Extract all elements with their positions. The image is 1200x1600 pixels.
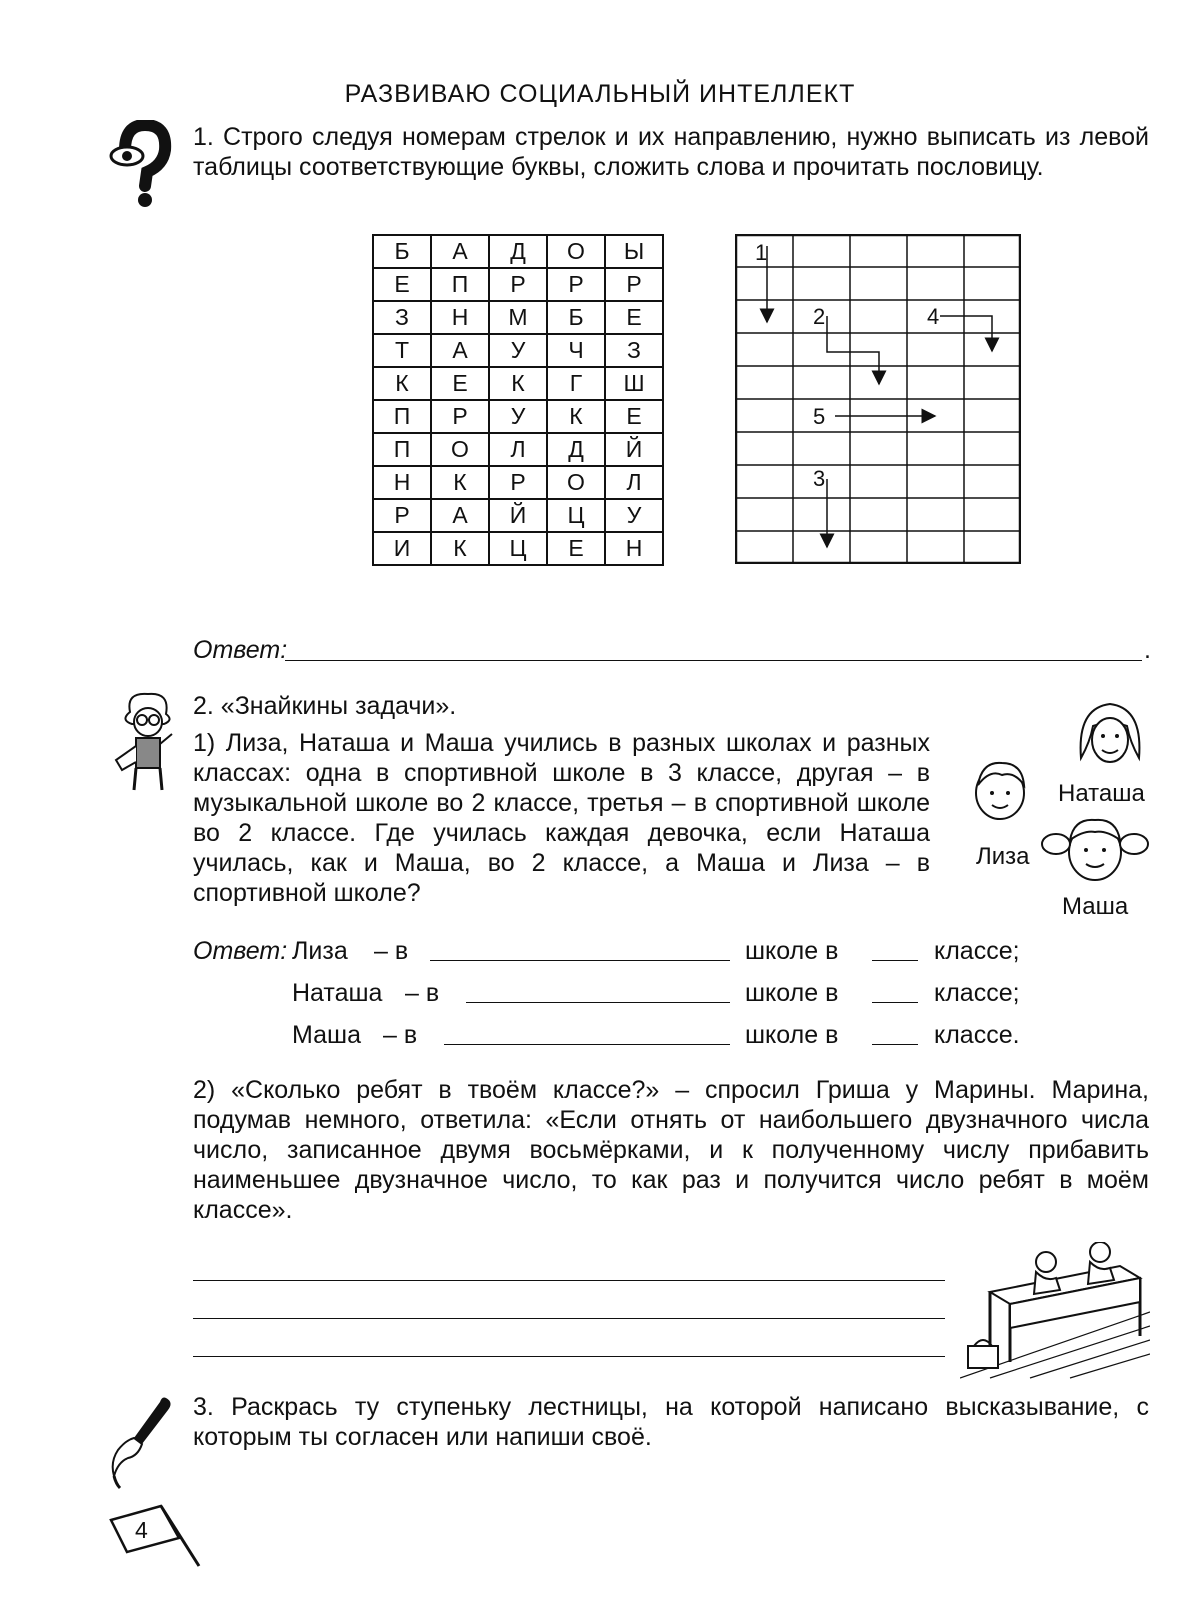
arrow-label-3: 3 xyxy=(813,466,826,491)
letter-cell: Р xyxy=(431,400,489,433)
task2-part1-text: 1) Лиза, Наташа и Маша учились в разных школах и разных классах: одна в спортивной школе в 3 классе, другая – в музыкальной школе во 2 классе, третья – в спортивной школе во 2 классе. Где училась каждая девочка, если Наташа училась, как и Маша, во 2 классе, а Маша и Лиза – в спортивной школе? xyxy=(193,729,930,907)
letter-cell: Ы xyxy=(605,235,663,268)
natasha-label: Наташа xyxy=(1058,780,1145,807)
letter-cell: О xyxy=(547,235,605,268)
letter-cell: А xyxy=(431,334,489,367)
letter-cell: Р xyxy=(373,499,431,532)
arrow-label-2: 2 xyxy=(813,304,826,329)
letter-cell: О xyxy=(431,433,489,466)
answer-row-natasha-end: классе; xyxy=(934,979,1020,1007)
letter-cell: А xyxy=(431,235,489,268)
question-eye-icon xyxy=(105,120,173,210)
letter-cell: З xyxy=(605,334,663,367)
letter-cell: Б xyxy=(547,301,605,334)
task2-title: 2. «Знайкины задачи». xyxy=(193,692,457,720)
letter-cell: Ч xyxy=(547,334,605,367)
school-desk-icon xyxy=(960,1242,1150,1380)
letter-cell: Л xyxy=(605,466,663,499)
task1-answer-line[interactable] xyxy=(285,660,1142,661)
letter-cell: Р xyxy=(605,268,663,301)
answer-row-masha-school: школе в xyxy=(745,1021,839,1049)
task2-answer-label: Ответ: xyxy=(193,937,288,965)
letter-cell: Р xyxy=(489,466,547,499)
letter-cell: У xyxy=(489,334,547,367)
letters-row xyxy=(373,268,663,301)
liza-class-field[interactable] xyxy=(872,960,918,961)
arrow-2 xyxy=(827,316,879,384)
page-number-flag-icon xyxy=(105,1502,201,1572)
page-heading: РАЗВИВАЮ СОЦИАЛЬНЫЙ ИНТЕЛЛЕКТ xyxy=(344,80,856,108)
letters-row xyxy=(373,400,663,433)
answer-row-liza-end: классе; xyxy=(934,937,1020,965)
natasha-school-field[interactable] xyxy=(466,1002,730,1003)
letter-cell: Ш xyxy=(605,367,663,400)
letter-cell: Н xyxy=(605,532,663,565)
letter-cell: О xyxy=(547,466,605,499)
letter-cell: Б xyxy=(373,235,431,268)
letter-cell: Р xyxy=(489,268,547,301)
letters-row xyxy=(373,367,663,400)
letters-row xyxy=(373,433,663,466)
letter-cell: Ц xyxy=(547,499,605,532)
task3-text: 3. Раскрась ту ступеньку лестницы, на которой написано высказывание, с которым ты согласен или напиши своё. xyxy=(193,1393,1149,1451)
letters-row xyxy=(373,235,663,268)
letter-cell: Р xyxy=(547,268,605,301)
letter-cell: Д xyxy=(489,235,547,268)
answer-row-natasha-name: Наташа xyxy=(292,979,383,1007)
answer-row-masha-name: Маша xyxy=(292,1021,361,1049)
letter-cell: П xyxy=(431,268,489,301)
arrow-label-5: 5 xyxy=(813,404,826,429)
letters-row xyxy=(373,499,663,532)
letter-cell: У xyxy=(605,499,663,532)
arrow-label-4: 4 xyxy=(927,304,940,329)
page-number: 4 xyxy=(135,1517,148,1543)
answer-row-natasha-school: школе в xyxy=(745,979,839,1007)
letters-row xyxy=(373,301,663,334)
letter-cell: Д xyxy=(547,433,605,466)
masha-face-icon xyxy=(1040,810,1150,886)
letters-row xyxy=(373,466,663,499)
letters-table xyxy=(372,234,664,566)
answer-row-liza-dash: – в xyxy=(374,937,409,965)
znayka-icon xyxy=(108,690,186,798)
task1-text: 1. Строго следуя номерам стрелок и их направлению, нужно выписать из левой таблицы соответствующие буквы, сложить слова и прочитать пословицу. xyxy=(193,123,1149,181)
letters-row xyxy=(373,334,663,367)
letter-cell: К xyxy=(373,367,431,400)
letter-cell: П xyxy=(373,400,431,433)
grid-lines xyxy=(735,234,1021,564)
letter-cell: Й xyxy=(489,499,547,532)
letter-cell: Ц xyxy=(489,532,547,565)
task2-answer-line-2[interactable] xyxy=(193,1318,945,1319)
letter-cell: М xyxy=(489,301,547,334)
task1-answer-label: Ответ: xyxy=(193,636,288,664)
letter-cell: З xyxy=(373,301,431,334)
masha-label: Маша xyxy=(1062,893,1129,920)
letter-cell: А xyxy=(431,499,489,532)
masha-class-field[interactable] xyxy=(872,1044,918,1045)
answer-row-masha-end: классе. xyxy=(934,1021,1020,1049)
letter-cell: Е xyxy=(605,400,663,433)
letter-cell: У xyxy=(489,400,547,433)
task2-answer-line-3[interactable] xyxy=(193,1356,945,1357)
letters-row xyxy=(373,532,663,565)
answer-row-liza-school: школе в xyxy=(745,937,839,965)
letter-cell: Н xyxy=(373,466,431,499)
paintbrush-icon xyxy=(108,1392,176,1492)
task2-part2-text: 2) «Сколько ребят в твоём классе?» – спросил Гриша у Марины. Марина, подумав немного, ответила: «Если отнять от наибольшего двузначного числа число, записанное двумя восьмёрками, и к полученному числу прибавить наименьшее двузначное число, то как раз и получится число ребят в моём классе». xyxy=(193,1076,1149,1224)
liza-face-icon xyxy=(968,755,1032,825)
letter-cell: Т xyxy=(373,334,431,367)
letter-cell: Е xyxy=(547,532,605,565)
letter-cell: К xyxy=(489,367,547,400)
task1-answer-end: . xyxy=(1144,636,1151,664)
letter-cell: Е xyxy=(373,268,431,301)
letter-cell: К xyxy=(431,532,489,565)
arrow-grid xyxy=(735,234,1021,564)
letter-cell: Л xyxy=(489,433,547,466)
masha-school-field[interactable] xyxy=(444,1044,730,1045)
letter-cell: Й xyxy=(605,433,663,466)
letter-cell: И xyxy=(373,532,431,565)
letter-cell: П xyxy=(373,433,431,466)
letter-cell: К xyxy=(431,466,489,499)
letter-cell: Г xyxy=(547,367,605,400)
answer-row-natasha-dash: – в xyxy=(405,979,440,1007)
task2-answer-line-1[interactable] xyxy=(193,1280,945,1281)
natasha-face-icon xyxy=(1075,698,1145,772)
liza-school-field[interactable] xyxy=(430,960,730,961)
letter-cell: Е xyxy=(605,301,663,334)
answer-row-liza-name: Лиза xyxy=(292,937,348,965)
liza-label: Лиза xyxy=(976,843,1030,870)
letter-cell: Е xyxy=(431,367,489,400)
letter-cell: Н xyxy=(431,301,489,334)
arrow-label-1: 1 xyxy=(755,240,768,265)
natasha-class-field[interactable] xyxy=(872,1002,918,1003)
answer-row-masha-dash: – в xyxy=(383,1021,418,1049)
letter-cell: К xyxy=(547,400,605,433)
